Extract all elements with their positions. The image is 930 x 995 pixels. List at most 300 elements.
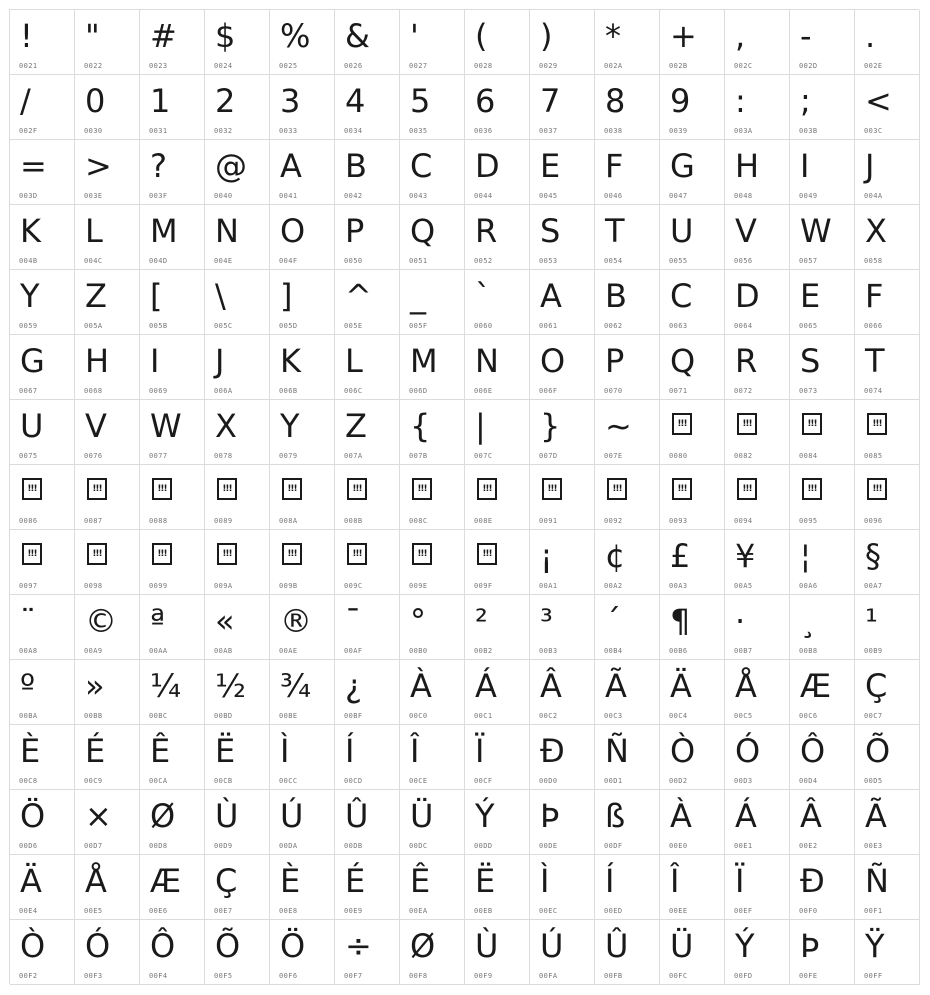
glyph-code-label: 0087 (84, 517, 103, 525)
glyph-char: C (410, 147, 433, 185)
glyph-code-label: 00FA (539, 972, 558, 980)
glyph-cell-00EC (530, 855, 595, 920)
glyph-cell-009B (270, 530, 335, 595)
glyph-char: % (280, 17, 311, 55)
glyph-code-label: 00BA (19, 712, 38, 720)
glyph-code-label: 0072 (734, 387, 753, 395)
glyph-code-label: 00BB (84, 712, 103, 720)
glyph-char: 5 (410, 82, 431, 120)
glyph-cell-0097 (10, 530, 75, 595)
glyph-char: Y (20, 277, 40, 315)
glyph-cell-00E5 (75, 855, 140, 920)
glyph-char: M (410, 342, 438, 380)
glyph-char: ? (150, 147, 167, 185)
glyph-code-label: 00A5 (734, 582, 753, 590)
missing-glyph-icon: !!! (607, 478, 627, 500)
glyph-code-label: 0079 (279, 452, 298, 460)
glyph-cell-0035 (400, 75, 465, 140)
glyph-code-label: 00B2 (474, 647, 493, 655)
glyph-char: - (800, 17, 812, 55)
glyph-char: Đ (540, 732, 565, 770)
glyph-char: T (865, 342, 885, 380)
glyph-cell-00A8 (10, 595, 75, 660)
missing-glyph-icon: !!! (87, 543, 107, 565)
glyph-cell-0076 (75, 400, 140, 465)
glyph-char: X (215, 407, 237, 445)
glyph-cell-00AE (270, 595, 335, 660)
glyph-cell-00B6 (660, 595, 725, 660)
glyph-grid (9, 9, 919, 984)
glyph-code-label: 00C0 (409, 712, 428, 720)
glyph-cell-0091 (530, 465, 595, 530)
glyph-cell-00D8 (140, 790, 205, 855)
glyph-cell-00A3 (660, 530, 725, 595)
glyph-code-label: 00F8 (409, 972, 428, 980)
glyph-code-label: 0039 (669, 127, 688, 135)
glyph-cell-0041 (270, 140, 335, 205)
glyph-code-label: 00CE (409, 777, 428, 785)
glyph-char: Â (800, 797, 822, 835)
glyph-code-label: 00CB (214, 777, 233, 785)
missing-glyph-icon: !!! (22, 478, 42, 500)
glyph-char: F (865, 277, 884, 315)
glyph-char: ; (800, 82, 811, 120)
glyph-code-label: 0023 (149, 62, 168, 70)
glyph-code-label: 0098 (84, 582, 103, 590)
glyph-cell-0084 (790, 400, 855, 465)
glyph-code-label: 0038 (604, 127, 623, 135)
glyph-char: Ï (475, 732, 485, 770)
glyph-char: I (800, 147, 810, 185)
glyph-char: 9 (670, 82, 691, 120)
glyph-code-label: 003E (84, 192, 103, 200)
glyph-code-label: 007C (474, 452, 493, 460)
glyph-cell-00D6 (10, 790, 75, 855)
glyph-cell-005B (140, 270, 205, 335)
glyph-code-label: 00B9 (864, 647, 883, 655)
glyph-cell-0042 (335, 140, 400, 205)
glyph-code-label: 00DC (409, 842, 428, 850)
glyph-cell-00BE (270, 660, 335, 725)
glyph-cell-0045 (530, 140, 595, 205)
glyph-code-label: 00C9 (84, 777, 103, 785)
glyph-cell-005C (205, 270, 270, 335)
glyph-cell-003E (75, 140, 140, 205)
glyph-cell-0061 (530, 270, 595, 335)
glyph-code-label: 006D (409, 387, 428, 395)
glyph-cell-0030 (75, 75, 140, 140)
glyph-code-label: 004C (84, 257, 103, 265)
glyph-char: º (20, 667, 36, 705)
glyph-code-label: 004B (19, 257, 38, 265)
glyph-code-label: 0047 (669, 192, 688, 200)
glyph-cell-006C (335, 335, 400, 400)
glyph-code-label: 00E0 (669, 842, 688, 850)
glyph-cell-00A7 (855, 530, 920, 595)
glyph-code-label: 005E (344, 322, 363, 330)
glyph-code-label: 0080 (669, 452, 688, 460)
glyph-char: Õ (215, 927, 241, 965)
glyph-cell-006B (270, 335, 335, 400)
glyph-code-label: 003B (799, 127, 818, 135)
glyph-char: · (735, 602, 746, 640)
glyph-cell-0032 (205, 75, 270, 140)
glyph-char: J (215, 342, 225, 380)
glyph-code-label: 0025 (279, 62, 298, 70)
glyph-char: = (20, 147, 47, 185)
glyph-char: 7 (540, 82, 561, 120)
glyph-code-label: 00BF (344, 712, 363, 720)
glyph-cell-0034 (335, 75, 400, 140)
glyph-cell-00E0 (660, 790, 725, 855)
glyph-cell-0098 (75, 530, 140, 595)
glyph-code-label: 00F4 (149, 972, 168, 980)
glyph-cell-0047 (660, 140, 725, 205)
glyph-cell-00F3 (75, 920, 140, 985)
glyph-char: 2 (215, 82, 236, 120)
glyph-cell-00F0 (790, 855, 855, 920)
glyph-cell-009A (205, 530, 270, 595)
glyph-char: . (865, 17, 876, 55)
glyph-code-label: 00FC (669, 972, 688, 980)
glyph-cell-0060 (465, 270, 530, 335)
glyph-char: Ã (865, 797, 887, 835)
glyph-code-label: 0084 (799, 452, 818, 460)
glyph-char: Z (345, 407, 367, 445)
glyph-cell-00D7 (75, 790, 140, 855)
glyph-cell-0023 (140, 10, 205, 75)
glyph-char: P (605, 342, 625, 380)
glyph-char: * (605, 17, 621, 55)
glyph-code-label: 003D (19, 192, 38, 200)
glyph-char: O (280, 212, 306, 250)
glyph-code-label: 00D9 (214, 842, 233, 850)
glyph-char: × (85, 797, 112, 835)
glyph-cell-00C9 (75, 725, 140, 790)
glyph-char: P (345, 212, 365, 250)
glyph-cell-002A (595, 10, 660, 75)
glyph-char: ¿ (345, 667, 362, 705)
glyph-code-label: 00E8 (279, 907, 298, 915)
missing-glyph-icon: !!! (802, 478, 822, 500)
glyph-char: : (735, 82, 746, 120)
glyph-cell-00E3 (855, 790, 920, 855)
glyph-char: ² (475, 602, 488, 640)
glyph-char: Æ (800, 667, 832, 705)
glyph-code-label: 009F (474, 582, 493, 590)
missing-glyph-icon: !!! (347, 543, 367, 565)
glyph-code-label: 00D2 (669, 777, 688, 785)
glyph-code-label: 00A7 (864, 582, 883, 590)
glyph-cell-00DA (270, 790, 335, 855)
glyph-cell-00AA (140, 595, 205, 660)
glyph-char: 8 (605, 82, 626, 120)
glyph-cell-00CE (400, 725, 465, 790)
glyph-char: A (540, 277, 562, 315)
glyph-char: Þ (800, 927, 820, 965)
glyph-char: Ó (85, 927, 111, 965)
glyph-code-label: 00E3 (864, 842, 883, 850)
glyph-cell-00ED (595, 855, 660, 920)
glyph-cell-00F1 (855, 855, 920, 920)
glyph-code-label: 0060 (474, 322, 493, 330)
glyph-cell-0046 (595, 140, 660, 205)
glyph-cell-0077 (140, 400, 205, 465)
glyph-code-label: 0041 (279, 192, 298, 200)
glyph-code-label: 00D7 (84, 842, 103, 850)
glyph-cell-00A6 (790, 530, 855, 595)
glyph-code-label: 00C8 (19, 777, 38, 785)
glyph-char: ¢ (605, 537, 626, 575)
glyph-char: Ï (735, 862, 745, 900)
glyph-char: ¨ (20, 602, 36, 640)
glyph-cell-00D0 (530, 725, 595, 790)
glyph-cell-00C2 (530, 660, 595, 725)
glyph-cell-0066 (855, 270, 920, 335)
glyph-cell-0080 (660, 400, 725, 465)
glyph-cell-005A (75, 270, 140, 335)
glyph-char: É (345, 862, 366, 900)
glyph-code-label: 0022 (84, 62, 103, 70)
glyph-char: F (605, 147, 624, 185)
glyph-cell-00D3 (725, 725, 790, 790)
glyph-cell-008B (335, 465, 400, 530)
glyph-char: # (150, 17, 177, 55)
glyph-cell-0052 (465, 205, 530, 270)
glyph-char: S (800, 342, 821, 380)
missing-glyph-icon: !!! (87, 478, 107, 500)
glyph-cell-00F2 (10, 920, 75, 985)
missing-glyph-icon: !!! (412, 478, 432, 500)
glyph-char: ( (475, 17, 488, 55)
glyph-code-label: 0046 (604, 192, 623, 200)
glyph-cell-004F (270, 205, 335, 270)
glyph-char: Ÿ (865, 927, 885, 965)
glyph-cell-0085 (855, 400, 920, 465)
glyph-char: A (280, 147, 302, 185)
glyph-code-label: 006F (539, 387, 558, 395)
glyph-char: Ö (280, 927, 306, 965)
glyph-code-label: 0093 (669, 517, 688, 525)
glyph-char: Î (410, 732, 420, 770)
glyph-char: ¹ (865, 602, 878, 640)
glyph-code-label: 002C (734, 62, 753, 70)
glyph-char: V (85, 407, 107, 445)
glyph-code-label: 0043 (409, 192, 428, 200)
glyph-cell-008A (270, 465, 335, 530)
glyph-code-label: 0049 (799, 192, 818, 200)
glyph-cell-00BC (140, 660, 205, 725)
glyph-code-label: 0091 (539, 517, 558, 525)
glyph-char: Á (735, 797, 757, 835)
glyph-code-label: 00B3 (539, 647, 558, 655)
glyph-code-label: 006E (474, 387, 493, 395)
glyph-code-label: 008B (344, 517, 363, 525)
glyph-code-label: 005D (279, 322, 298, 330)
glyph-code-label: 00D3 (734, 777, 753, 785)
glyph-cell-00F4 (140, 920, 205, 985)
glyph-char: ° (410, 602, 426, 640)
glyph-cell-0062 (595, 270, 660, 335)
glyph-code-label: 0082 (734, 452, 753, 460)
glyph-cell-0025 (270, 10, 335, 75)
glyph-char: Ë (215, 732, 236, 770)
glyph-char: Â (540, 667, 562, 705)
glyph-char: G (670, 147, 695, 185)
glyph-cell-00FB (595, 920, 660, 985)
glyph-char: Ç (865, 667, 888, 705)
glyph-char: Ä (670, 667, 692, 705)
glyph-cell-00DE (530, 790, 595, 855)
glyph-cell-0093 (660, 465, 725, 530)
glyph-cell-0044 (465, 140, 530, 205)
glyph-code-label: 006B (279, 387, 298, 395)
glyph-char: ÷ (345, 927, 372, 965)
glyph-cell-0072 (725, 335, 790, 400)
glyph-cell-00D1 (595, 725, 660, 790)
glyph-cell-00C5 (725, 660, 790, 725)
glyph-cell-00E4 (10, 855, 75, 920)
glyph-cell-0087 (75, 465, 140, 530)
glyph-char: } (540, 407, 561, 445)
glyph-code-label: 0037 (539, 127, 558, 135)
glyph-code-label: 00FE (799, 972, 818, 980)
glyph-code-label: 0099 (149, 582, 168, 590)
glyph-code-label: 002A (604, 62, 623, 70)
glyph-cell-00EA (400, 855, 465, 920)
glyph-cell-007B (400, 400, 465, 465)
glyph-cell-002B (660, 10, 725, 75)
glyph-cell-0094 (725, 465, 790, 530)
glyph-code-label: 004E (214, 257, 233, 265)
glyph-code-label: 0067 (19, 387, 38, 395)
glyph-char: ! (20, 17, 33, 55)
glyph-cell-00DD (465, 790, 530, 855)
glyph-code-label: 0061 (539, 322, 558, 330)
glyph-cell-0069 (140, 335, 205, 400)
glyph-code-label: 00F0 (799, 907, 818, 915)
glyph-cell-003B (790, 75, 855, 140)
glyph-code-label: 009C (344, 582, 363, 590)
glyph-char: R (735, 342, 758, 380)
glyph-char: Ø (410, 927, 436, 965)
glyph-code-label: 0078 (214, 452, 233, 460)
glyph-code-label: 0026 (344, 62, 363, 70)
glyph-char: 0 (85, 82, 106, 120)
missing-glyph-icon: !!! (412, 543, 432, 565)
glyph-code-label: 0068 (84, 387, 103, 395)
missing-glyph-icon: !!! (802, 413, 822, 435)
glyph-cell-0064 (725, 270, 790, 335)
glyph-code-label: 0065 (799, 322, 818, 330)
glyph-code-label: 0056 (734, 257, 753, 265)
glyph-cell-0096 (855, 465, 920, 530)
glyph-char: K (280, 342, 301, 380)
glyph-cell-007C (465, 400, 530, 465)
glyph-code-label: 00A2 (604, 582, 623, 590)
glyph-cell-009E (400, 530, 465, 595)
glyph-cell-0029 (530, 10, 595, 75)
glyph-char: Á (475, 667, 497, 705)
glyph-char: Ø (150, 797, 176, 835)
glyph-char: Õ (865, 732, 891, 770)
glyph-code-label: 008C (409, 517, 428, 525)
glyph-code-label: 00F6 (279, 972, 298, 980)
glyph-char: N (475, 342, 499, 380)
glyph-char: ¥ (735, 537, 756, 575)
glyph-cell-0026 (335, 10, 400, 75)
glyph-code-label: 00EA (409, 907, 428, 915)
glyph-cell-00DF (595, 790, 660, 855)
glyph-cell-00FF (855, 920, 920, 985)
glyph-cell-00B2 (465, 595, 530, 660)
glyph-code-label: 0029 (539, 62, 558, 70)
glyph-cell-00E8 (270, 855, 335, 920)
missing-glyph-icon: !!! (477, 543, 497, 565)
glyph-char: 3 (280, 82, 301, 120)
glyph-code-label: 00D8 (149, 842, 168, 850)
glyph-cell-00C7 (855, 660, 920, 725)
glyph-char: Ù (475, 927, 499, 965)
glyph-code-label: 0028 (474, 62, 493, 70)
glyph-code-label: 007E (604, 452, 623, 460)
glyph-char: Å (85, 862, 107, 900)
glyph-cell-00E6 (140, 855, 205, 920)
glyph-char: > (85, 147, 112, 185)
glyph-char: Ú (280, 797, 304, 835)
glyph-char: Û (605, 927, 629, 965)
glyph-code-label: 0057 (799, 257, 818, 265)
glyph-cell-00D5 (855, 725, 920, 790)
glyph-code-label: 00B0 (409, 647, 428, 655)
glyph-cell-002E (855, 10, 920, 75)
glyph-cell-005E (335, 270, 400, 335)
glyph-cell-00DC (400, 790, 465, 855)
glyph-cell-00E2 (790, 790, 855, 855)
glyph-cell-00CD (335, 725, 400, 790)
glyph-cell-0039 (660, 75, 725, 140)
glyph-cell-0092 (595, 465, 660, 530)
glyph-cell-0074 (855, 335, 920, 400)
glyph-cell-00BA (10, 660, 75, 725)
glyph-char: Æ (150, 862, 182, 900)
glyph-char: « (215, 602, 235, 640)
glyph-code-label: 00AB (214, 647, 233, 655)
glyph-code-label: 00CD (344, 777, 363, 785)
glyph-code-label: 0024 (214, 62, 233, 70)
glyph-char: ¶ (670, 602, 691, 640)
glyph-char: L (345, 342, 363, 380)
glyph-code-label: 0040 (214, 192, 233, 200)
glyph-cell-003F (140, 140, 205, 205)
glyph-cell-0028 (465, 10, 530, 75)
glyph-cell-007D (530, 400, 595, 465)
glyph-cell-0057 (790, 205, 855, 270)
glyph-cell-0051 (400, 205, 465, 270)
glyph-code-label: 00FF (864, 972, 883, 980)
glyph-char: O (540, 342, 566, 380)
glyph-code-label: 00DB (344, 842, 363, 850)
glyph-cell-00C3 (595, 660, 660, 725)
glyph-cell-0027 (400, 10, 465, 75)
glyph-cell-003D (10, 140, 75, 205)
glyph-code-label: 003C (864, 127, 883, 135)
glyph-char: R (475, 212, 498, 250)
glyph-cell-00CC (270, 725, 335, 790)
glyph-code-label: 009E (409, 582, 428, 590)
glyph-cell-00FD (725, 920, 790, 985)
glyph-char: Þ (540, 797, 560, 835)
